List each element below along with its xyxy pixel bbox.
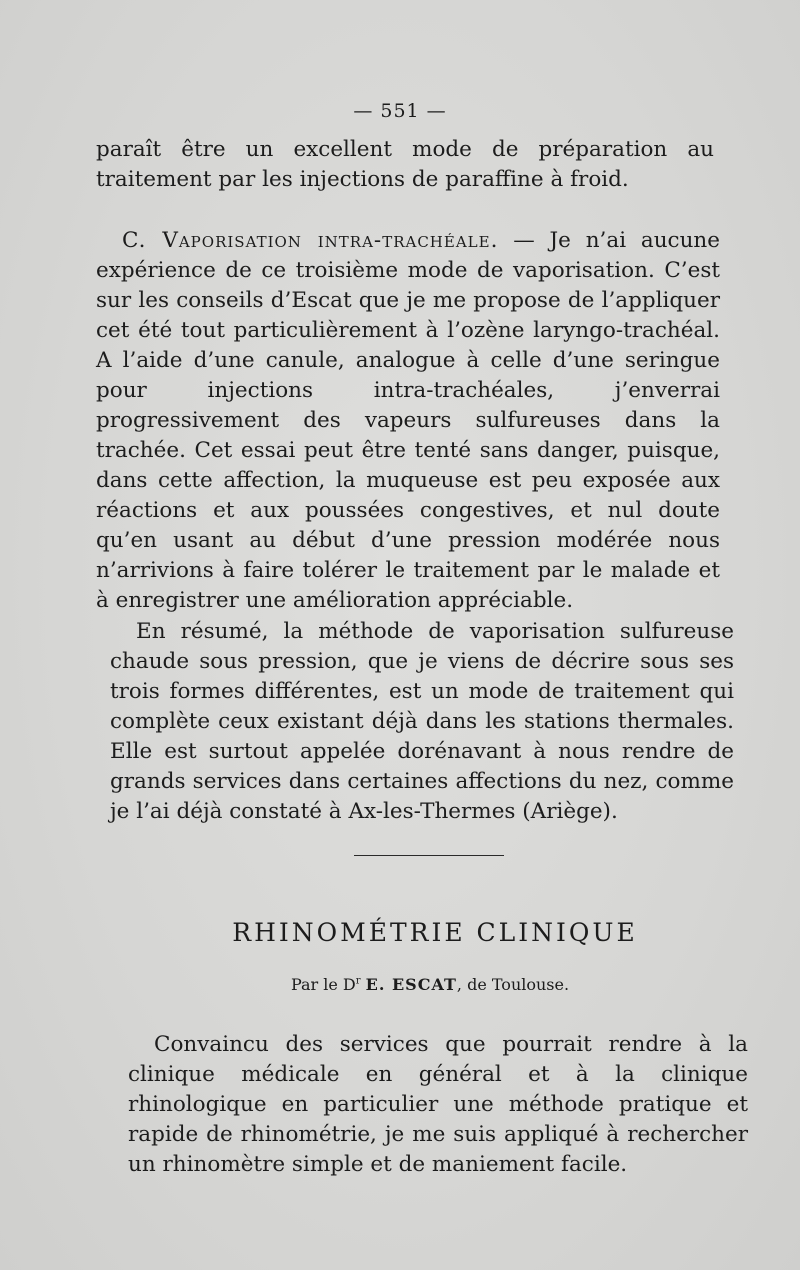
paragraph-continuation: paraît être un excellent mode de préparation au traitement par les injections de paraffine à froid. xyxy=(96,137,714,192)
page-number: — 551 — xyxy=(353,100,447,122)
byline-suffix: , de Toulouse. xyxy=(456,975,570,994)
section-body: — Je n’ai aucune expérience de ce troisième mode de vaporisation. C’est sur les conseils d’Escat que je me propose de l’appliquer cet été tout particulièrement à l’ozène laryngo-trachéal. A l’aide d’une canule, analogue à celle d’une seringue pour injections intra-trachéales, j’enverrai progressivement des vapeurs sulfureuses dans la trachée. Cet essai peut être tenté sans danger, puisque, dans cette affection, la muqueuse est peu exposée aux réactions et aux poussées congestives, et nul doute qu’en usant au début d’une pression modérée nous n’arrivions à faire tolérer le traitement par le malade et à enregistrer une amélioration appréciable. xyxy=(96,228,720,613)
paragraph-vaporisation-intra-tracheale xyxy=(96,226,720,616)
byline-superscript: r xyxy=(355,975,361,987)
article-byline xyxy=(0,975,800,994)
section-divider xyxy=(354,855,504,856)
article-title: RHINOMÉTRIE CLINIQUE xyxy=(232,918,638,947)
byline-prefix: Par le D xyxy=(290,975,356,994)
article-intro-paragraph: Convaincu des services que pourrait rendre à la clinique médicale en général et à la clinique rhinologique en particulier une méthode pratique et rapide de rhinométrie, je me suis appliqué à rechercher un rhinomètre simple et de maniement facile. xyxy=(128,1032,748,1177)
paragraph-resume: En résumé, la méthode de vaporisation sulfureuse chaude sous pression, que je viens de décrire sous ses trois formes différentes, est un mode de traitement qui complète ceux existant déjà dans les stations thermales. Elle est surtout appelée dorénavant à nous rendre de grands services dans certaines affections du nez, comme je l’ai déjà constaté à Ax-les-Thermes (Ariège). xyxy=(110,619,734,824)
section-label: C. Vaporisation intra-trachéale. xyxy=(122,228,499,253)
author-name: E. ESCAT xyxy=(365,975,457,994)
